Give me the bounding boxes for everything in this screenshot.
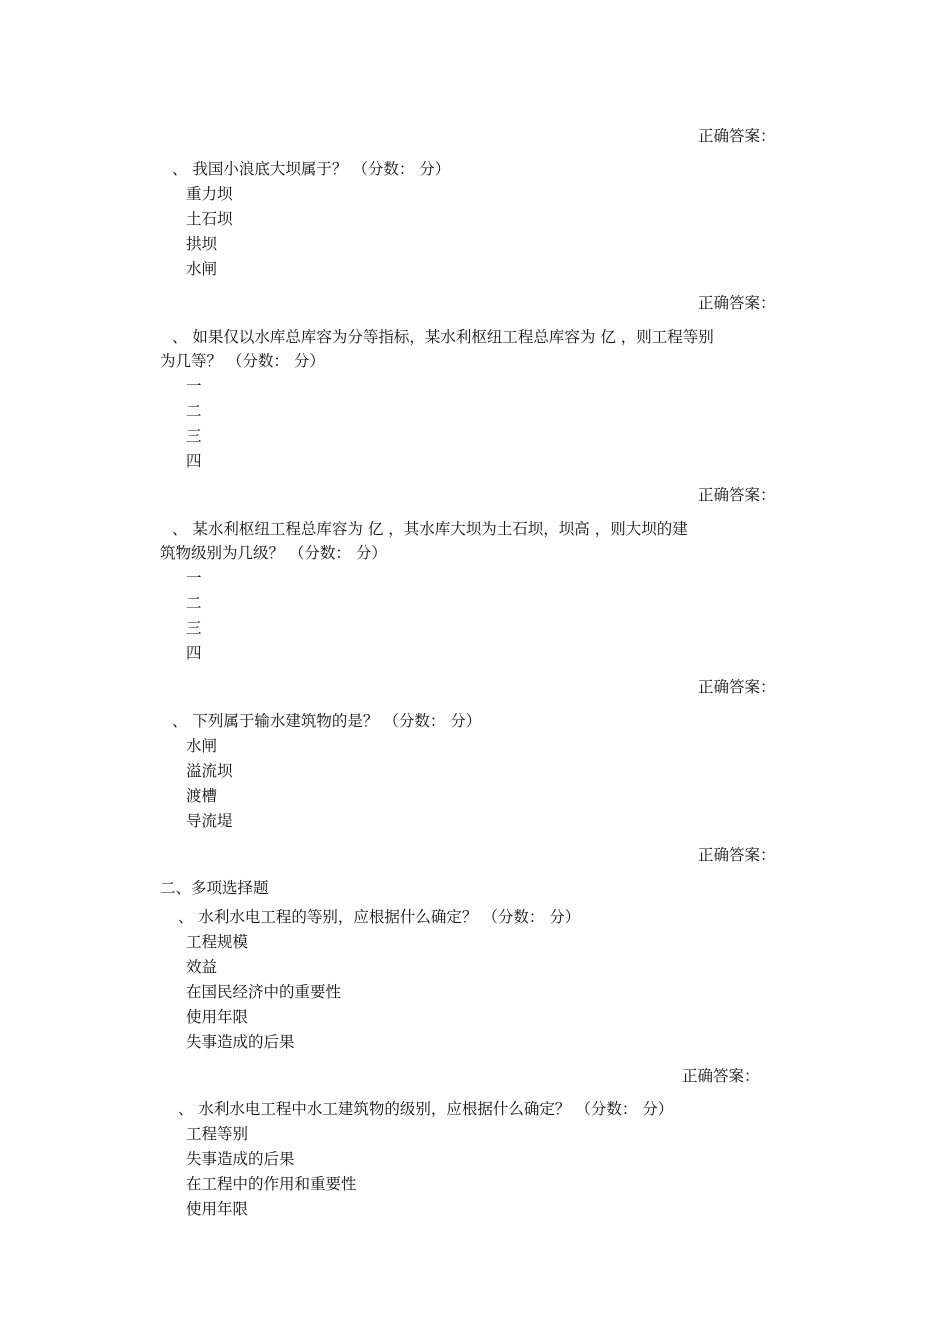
question-1-option-c: 拱坝	[186, 235, 218, 253]
question-2-option-a: 一	[186, 377, 202, 395]
question-4-option-d: 导流堤	[186, 812, 233, 830]
correct-answer-label: 正确答案：	[682, 1067, 760, 1085]
question-4-stem: 、 下列属于输水建筑物的是？ （分数： 分）	[172, 712, 482, 730]
question-6-option-c: 在工程中的作用和重要性	[186, 1175, 357, 1193]
question-1-option-b: 土石坝	[186, 210, 233, 228]
correct-answer-label: 正确答案：	[698, 294, 776, 312]
question-6-stem: 、 水利水电工程中水工建筑物的级别，应根据什么确定？ （分数： 分）	[178, 1100, 674, 1118]
question-5-option-c: 在国民经济中的重要性	[186, 983, 342, 1001]
question-1-option-d: 水闸	[186, 260, 218, 278]
question-6-option-d: 使用年限	[186, 1200, 249, 1218]
question-3-option-d: 四	[186, 644, 202, 662]
correct-answer-label: 正确答案：	[698, 678, 776, 696]
correct-answer-label: 正确答案：	[698, 846, 776, 864]
correct-answer-label: 正确答案：	[698, 127, 776, 145]
question-6-option-a: 工程等别	[186, 1125, 249, 1143]
question-2-stem-continued: 为几等？ （分数： 分）	[160, 352, 325, 370]
question-6-option-b: 失事造成的后果	[186, 1150, 295, 1168]
question-1-stem: 、 我国小浪底大坝属于？ （分数： 分）	[172, 160, 451, 178]
question-5-option-a: 工程规模	[186, 933, 249, 951]
question-2-option-c: 三	[186, 427, 202, 445]
question-3-stem: 、 某水利枢纽工程总库容为 亿 ，其水库大坝为土石坝，坝高 ，则大坝的建	[172, 520, 688, 538]
question-5-stem: 、 水利水电工程的等别，应根据什么确定？ （分数： 分）	[178, 908, 581, 926]
question-3-stem-continued: 筑物级别为几级？ （分数： 分）	[160, 544, 387, 562]
question-5-option-b: 效益	[186, 958, 218, 976]
question-4-option-a: 水闸	[186, 737, 218, 755]
question-5-option-e: 失事造成的后果	[186, 1033, 295, 1051]
correct-answer-label: 正确答案：	[698, 486, 776, 504]
section-title: 二、多项选择题	[160, 879, 269, 897]
question-4-option-b: 溢流坝	[186, 762, 233, 780]
question-2-option-d: 四	[186, 452, 202, 470]
question-3-option-b: 二	[186, 594, 202, 612]
question-2-option-b: 二	[186, 402, 202, 420]
question-1-option-a: 重力坝	[186, 185, 233, 203]
question-4-option-c: 渡槽	[186, 787, 218, 805]
question-5-option-d: 使用年限	[186, 1008, 249, 1026]
question-3-option-c: 三	[186, 619, 202, 637]
question-2-stem: 、 如果仅以水库总库容为分等指标，某水利枢纽工程总库容为 亿 ，则工程等别	[172, 328, 714, 346]
question-3-option-a: 一	[186, 569, 202, 587]
